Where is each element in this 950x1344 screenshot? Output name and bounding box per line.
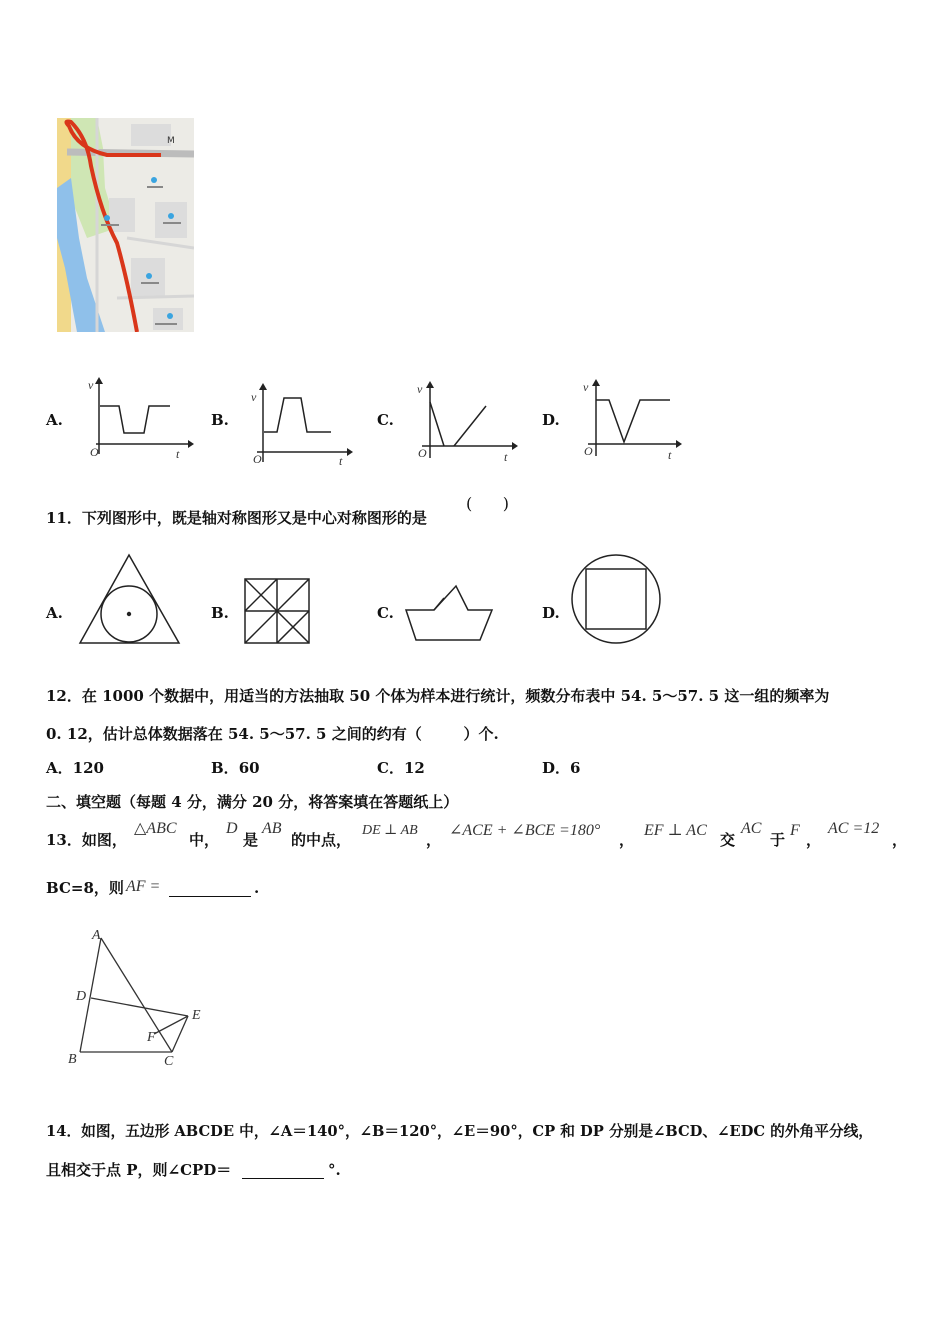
- q13-triangle-abc: △ABC: [134, 820, 177, 837]
- q11-stem: [46, 508, 427, 528]
- q10-c-t-label: t: [504, 450, 508, 464]
- q13-segment-ac: AC: [741, 820, 762, 837]
- q13-jiao: 交: [720, 831, 736, 849]
- q10-option-c-letter: C.: [377, 411, 394, 429]
- q12-line-1: 12．在 1000 个数据中，用适当的方法抽取 50 个体为样本进行统计，频数分布表中 54. 5～57. 5 这一组的频率为: [46, 687, 830, 705]
- q10-graph-b: [249, 378, 354, 470]
- q11-option-d-letter: D.: [542, 604, 560, 622]
- q10-a-t-label: t: [176, 447, 180, 461]
- q14-answer-blank[interactable]: [242, 1162, 324, 1179]
- q11-option-c-letter: C.: [377, 604, 394, 622]
- q10-graph-c: [414, 376, 519, 468]
- q12-option-c-letter: C．: [377, 759, 404, 777]
- q12-option-b: [211, 758, 260, 778]
- q10-a-o-label: O: [90, 445, 99, 459]
- q13-label-d: D: [76, 989, 87, 1004]
- q12-option-a: [46, 758, 104, 778]
- q13-segment-ab: AB: [262, 820, 282, 837]
- q11-option-b-letter: B.: [211, 604, 229, 622]
- q10-d-t-label: t: [668, 448, 672, 462]
- q12-option-b-value: 60: [238, 759, 260, 777]
- q11-answer-paren: ( ): [466, 494, 509, 513]
- q13-comma-3: ，: [806, 831, 822, 849]
- q10-a-v-label: v: [88, 378, 94, 392]
- q13-bc-prefix: BC=8，则: [46, 879, 124, 897]
- q13-end-period: .: [254, 879, 260, 897]
- q13-line-1: [46, 818, 926, 858]
- q14-line-2-end: °.: [328, 1161, 341, 1179]
- q13-line-2: [46, 876, 446, 900]
- q12-option-d-letter: D．: [542, 759, 571, 777]
- q12-option-c: [377, 758, 425, 778]
- q12-line-2: 0. 12，估计总体数据落在 54. 5～57. 5 之间的约有（ ）个.: [46, 725, 499, 743]
- q13-ef-perp-ac: EF ⊥ AC: [644, 822, 707, 839]
- q10-c-o-label: O: [418, 446, 427, 460]
- q11-text: 下列图形中，既是轴对称图形又是中心对称图形的是: [81, 509, 427, 527]
- q10-option-a-letter: A.: [46, 411, 63, 429]
- q13-ac-equals-12: AC =12: [828, 820, 880, 837]
- q14-line-2: [46, 1158, 446, 1182]
- q10-graph-d: [580, 376, 685, 468]
- q12-option-a-letter: A．: [46, 759, 73, 777]
- map-marker-label: M: [167, 136, 175, 146]
- q12-option-a-value: 120: [72, 759, 104, 777]
- q12-option-d: [542, 758, 580, 778]
- q10-b-t-label: t: [339, 454, 343, 468]
- q13-point-f: F: [790, 822, 800, 839]
- q13-comma-4: ，: [892, 831, 908, 849]
- q13-shi: 是: [243, 831, 259, 849]
- q12-option-c-value: 12: [403, 759, 425, 777]
- q10-d-o-label: O: [584, 444, 593, 458]
- q13-comma-1: ，: [426, 831, 442, 849]
- q11-triangle-incircle-figure: [78, 552, 182, 650]
- q13-label-c: C: [164, 1054, 174, 1069]
- q13-zhong: 中，: [189, 831, 220, 849]
- q13-prefix: 13．如图，: [46, 831, 127, 849]
- q13-midpoint: 的中点，: [291, 831, 352, 849]
- q10-option-b-letter: B.: [211, 411, 229, 429]
- q14-line-2-prefix: 且相交于点 P，则∠CPD＝: [46, 1161, 232, 1179]
- q13-label-b: B: [68, 1052, 77, 1067]
- q13-yu: 于: [770, 831, 786, 849]
- q13-de-perp-ab: DE ⊥ AB: [362, 823, 418, 838]
- q12-option-b-letter: B．: [211, 759, 239, 777]
- q13-angle-sum: ∠ACE + ∠BCE =180°: [449, 822, 601, 839]
- q13-af-equals: AF =: [126, 878, 161, 895]
- q11-pinwheel-figure: [242, 576, 312, 650]
- q10-b-v-label: v: [251, 390, 257, 404]
- q13-answer-blank[interactable]: [169, 880, 251, 897]
- q11-boat-figure: [404, 584, 494, 646]
- section-2-heading: 二、填空题（每题 4 分，满分 20 分，将答案填在答题纸上）: [46, 793, 459, 811]
- q14-line-1: 14．如图，五边形 ABCDE 中，∠A＝140°，∠B＝120°，∠E＝90°，CP 和 DP 分别是∠BCD、∠EDC 的外角平分线，: [46, 1123, 873, 1140]
- q11-circle-square-figure: [569, 553, 663, 649]
- q10-option-d-letter: D.: [542, 411, 560, 429]
- q11-number: 11．: [46, 509, 82, 527]
- route-map-image: [57, 118, 194, 332]
- q13-comma-2: ，: [619, 831, 635, 849]
- q10-graph-a: [86, 372, 196, 464]
- q13-label-f: F: [147, 1030, 156, 1045]
- q10-c-v-label: v: [417, 382, 423, 396]
- q12-option-d-value: 6: [570, 759, 581, 777]
- q13-geometry-figure: [64, 928, 214, 1072]
- q10-d-v-label: v: [583, 380, 589, 394]
- q11-option-a-letter: A.: [46, 604, 63, 622]
- q13-label-a: A: [92, 928, 101, 943]
- q10-b-o-label: O: [253, 452, 262, 466]
- q13-point-d: D: [226, 820, 238, 837]
- q13-label-e: E: [192, 1008, 201, 1023]
